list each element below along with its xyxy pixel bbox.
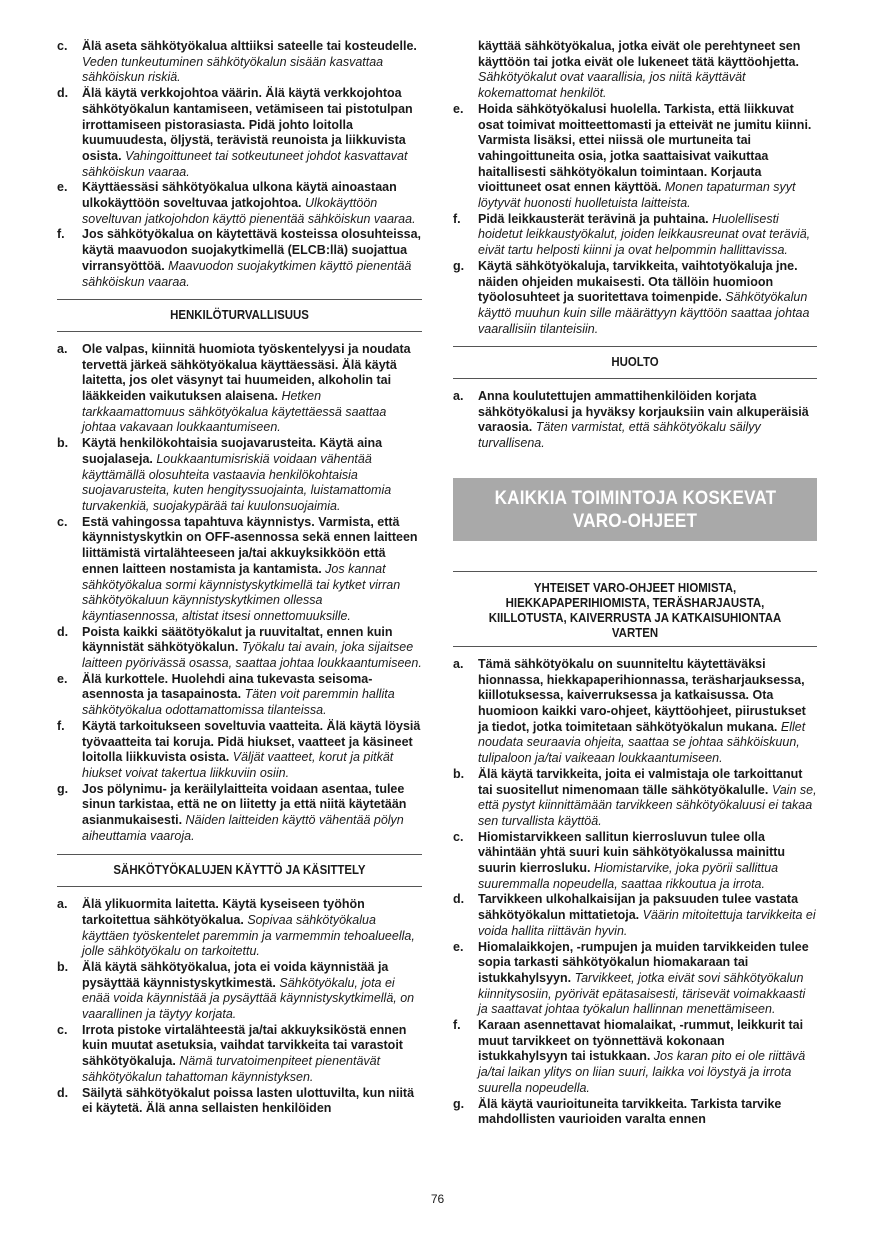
item-explanation: Ulkokäyttöön soveltuvan jatkojohdon käyttö pienentää sähköiskun vaaraa. [82,196,416,226]
section-list [57,897,422,1117]
list-item [57,39,422,86]
list-item [57,342,422,436]
item-instruction: Ole valpas, kiinnitä huomiota työskentelyysi ja noudata tervettä järkeä sähkötyökalua käyttäessäsi. Älä käytä laitetta, jos olet väsynyt tai huumeiden, alkoholin tai lääkkeiden vaikutuksen alaisena. [82,341,411,404]
section-heading: HENKILÖTURVALLISUUS [170,307,309,323]
item-label: d. [57,1085,69,1100]
item-instruction: Tarvikkeen ulkohalkaisijan ja paksuuden tulee vastata sähkötyökalun mittatietoja. [478,892,799,923]
item-label: b. [57,436,69,451]
item-text [82,782,422,845]
item-label: e. [453,939,464,954]
item-label: a. [453,656,464,671]
list-item [453,940,817,1019]
item-explanation: Sopivaa sähkötyökalua käyttäen työskentelet paremmin ja varmemmin tehoalueella, jolle sähkötyökalu on tarkoitettu. [82,912,415,959]
item-label: g. [57,781,69,796]
list-item [453,102,817,212]
item-instruction: Älä aseta sähkötyökalua alttiiksi sateelle tai kosteudelle. [82,39,417,53]
item-explanation: Työkalu tai avain, joka sijaitsee laitteen pyörivässä osassa, saattaa johtaa loukkaantumiseen. [82,640,422,671]
item-text [478,212,817,259]
item-text [478,767,817,830]
list-item [57,672,422,719]
item-label: g. [453,258,465,273]
section-yhteiset-varo-ohjeet [453,572,817,1128]
item-text [82,227,422,290]
section-henkiloturvallisuus [57,300,422,844]
item-instruction: Jos pölynimu- ja keräilylaitteita voidaan asentaa, tulee sinun tarkistaa, että ne on liitetty ja että niitä käytetään asianmukaisesti. [82,781,407,828]
item-text [478,1018,817,1097]
item-explanation: Tarvikkeet, jotka eivät sovi sähkötyökalun kiinnitysosiin, pyörivät epätasaisesti, tärisevät voimakkaasti ja saattavat johtaa työkalun hallinnan menettämiseen. [478,970,806,1017]
divider [453,378,817,379]
section-list [57,342,422,845]
list-item [57,1023,422,1086]
item-instruction: Älä kurkottele. Huolehdi aina tukevasta seisoma-asennosta ja tasapainosta. [82,671,373,702]
item-label: e. [57,180,68,195]
left-column [57,39,422,1117]
item-instruction: Hiomalaikkojen, -rumpujen ja muiden tarvikkeiden tulee sopia tarkasti sähkötyökalun hiomakaraan tai istukkahylsyyn. [478,939,809,985]
item-instruction: Älä ylikuormita laitetta. Käytä kyseiseen työhön tarkoitettua sähkötyökalua. [82,897,365,927]
item-label: g. [453,1096,465,1111]
item-explanation: Väärin mitoitettuja tarvikkeita ei voida hallita riittävän hyvin. [478,908,816,938]
list-item [453,1097,817,1128]
item-label: a. [453,389,464,404]
section-list [453,389,817,452]
item-explanation: Nämä turvatoimenpiteet pienentävät sähkötyökalun tahattoman käynnistyksen. [82,1054,381,1084]
item-explanation: Vain se, että pystyt kiinnittämään tarvikkeen sähkötyökaluusi ei takaa sen turvallista käyttöä. [478,782,817,828]
list-item [57,1086,422,1117]
item-label [453,39,478,102]
list-item [453,892,817,939]
section-heading: YHTEISET VARO-OHJEET HIOMISTA, HIEKKAPAPERIHIOMISTA, TERÄSHARJAUSTA, KIILLOTUSTA, KAIVERRUSTA JA KATKAISUHIONTAA VARTEN [488,579,782,640]
item-text [82,625,422,672]
list-item [57,180,422,227]
item-text [82,180,422,227]
page-number: 76 [430,1192,445,1206]
list-item [453,830,817,893]
item-instruction: käyttää sähkötyökalua, jotka eivät ole perehtyneet sen käyttöön tai jotka eivät ole lukeneet tätä käyttöohjetta. [478,39,801,69]
item-explanation: Vahingoittuneet tai sotkeutuneet johdot kasvattavat sähköiskun vaaraa. [82,148,408,179]
item-text [478,39,817,102]
list-item [57,625,422,672]
section-kaytto-ja-kasittely [57,855,422,1117]
list-item [453,259,817,338]
item-text [82,897,422,960]
item-explanation: Täten voit paremmin hallita sähkötyökalua odottamattomissa tilanteissa. [82,687,395,718]
item-instruction: Käytä tarkoitukseen soveltuvia vaatteita. Älä käytä löysiä työvaatteita tai koruja. Pidä hiukset, vaatteet ja käsineet loitolla liikkuvista osista. [82,718,421,765]
item-text [478,259,817,338]
item-instruction: Älä käytä verkkojohtoa väärin. Älä käytä verkkojohtoa sähkötyökalun kantamiseen, vetämiseen tai pistotulpan irrottamiseen pistorasiasta. Pidä johto loitolla kuumuudesta, öljystä, terävistä reunoista ja liikkuvista osista. [82,86,413,163]
item-text [478,892,817,939]
item-explanation: Sähkötyökalut ovat vaarallisia, jos niitä käyttävät kokemattomat henkilöt. [478,70,746,101]
banner-line-1: KAIKKIA TOIMINTOJA KOSKEVAT [494,487,776,509]
item-explanation: Jos karan pito ei ole riittävä ja/tai laikan ylitys on liian suuri, laikka voi löystyä ja irrota suurella nopeudella. [478,1049,806,1095]
item-instruction: Käytä sähkötyökaluja, tarvikkeita, vaihtotyökaluja jne. näiden ohjeiden mukaisesti. Ota tällöin huomioon työolosuhteet ja suoritettava toimenpide. [478,258,798,305]
list-item [57,897,422,960]
item-text [82,436,422,515]
item-instruction: Älä käytä tarvikkeita, joita ei valmistaja ole tarkoittanut tai suositellut nimenomaan tälle sähkötyökalulle. [478,766,803,797]
item-explanation: Maavuodon suojakytkimen käyttö pienentää sähköiskun vaaraa. [82,258,412,289]
list-item [453,657,817,767]
list-item [453,212,817,259]
item-text [82,672,422,719]
list-item [453,39,817,102]
divider [57,331,422,332]
right-column [453,39,817,1128]
list-item [453,1018,817,1097]
list-item [57,960,422,1023]
item-label: f. [453,211,461,226]
divider [453,646,817,647]
item-instruction: Poista kaikki säätötyökalut ja ruuvitaltat, ennen kuin käynnistät sähkötyökalun. [82,624,393,655]
item-explanation: Loukkaantumisriskiä voidaan vähentää käyttämällä olosuhteita vastaavia henkilökohtaisia suojavarusteita, kuten hengityssuojainta, luistamattomia turvakenkiä, suojakypärää tai kuulonsuojaimia. [82,451,392,513]
item-instruction: Anna koulutettujen ammattihenkilöiden korjata sähkötyökalusi ja hyväksy korjauksiin vain alkuperäisiä varaosia. [478,389,809,435]
item-label: d. [453,892,465,907]
item-instruction: Käytä henkilökohtaisia suojavarusteita. Käytä aina suojalaseja. [82,436,383,466]
item-explanation: Sähkötyökalun käyttö muuhun kuin sille määrättyyn käyttöön saattaa johtaa vaarallisiin tilanteisiin. [478,290,810,336]
item-text [82,342,422,436]
item-text [82,86,422,180]
item-label: f. [57,718,65,733]
item-text [82,1023,422,1086]
item-explanation: Monen tapaturman syyt löytyvät huonosti huolletuista laitteista. [478,180,796,211]
list-item [57,86,422,180]
item-instruction: Irrota pistoke virtalähteestä ja/tai akkuyksiköstä ennen kuin muutat asetuksia, vaihdat tarvikkeita tai varastoit sähkötyökaluja. [82,1022,407,1069]
item-explanation: Täten varmistat, että sähkötyökalu säilyy turvallisena. [478,420,761,451]
item-label: c. [57,1022,68,1037]
item-explanation: Jos kannat sähkötyökalua sormi käynnistyskytkimellä tai kytket virran sähkötyökaluun käynnistyskytkimen ollessa käyntiasennossa, altistat itsesi onnettomuuksille. [82,561,401,623]
item-instruction: Estä vahingossa tapahtuva käynnistys. Varmista, että käynnistyskytkin on OFF-asennossa sekä ennen laitteen liittämistä virtalähteeseen ja/tai akkuyksikköön että ennen laitteen nostamista ja kantamista. [82,514,418,576]
item-instruction: Jos sähkötyökalua on käytettävä kosteissa olosuhteissa, käytä maavuodon suojakytkimellä (ELCB:llä) suojattua virransyöttöä. [82,227,422,273]
list-item [453,389,817,452]
item-label: e. [453,101,464,116]
list-item [57,782,422,845]
list-item [453,767,817,830]
item-label: d. [57,624,69,639]
item-text [82,1086,422,1117]
list-item [57,227,422,290]
item-explanation: Väljät vaatteet, korut ja pitkät hiukset voivat takertua liikkuviin osiin. [82,750,394,780]
item-explanation: Ellet noudata seuraavia ohjeita, saattaa se johtaa sähköiskuun, tulipaloon ja/tai vaikeaan loukkaantumiseen. [478,719,806,766]
item-text [82,719,422,782]
left-top-list [57,39,422,290]
item-instruction: Tämä sähkötyökalu on suunniteltu käytettäväksi hionnassa, hiekkapaperihionnassa, teräsharjauksessa, kiillotuksessa, kaiverruksessa ja katkaisussa. Ota huomioon kaikki varo-ohjeet, käyttöohjeet, piirustukset ja tiedot, jotka toimitetaan sähkötyökalun mukana. [478,656,806,734]
section-heading: SÄHKÖTYÖKALUJEN KÄYTTÖ JA KÄSITTELY [113,862,366,878]
item-text [82,515,422,625]
item-text [478,830,817,893]
item-instruction: Hoida sähkötyökalusi huolella. Tarkista, että liikkuvat osat toimivat moitteettomasti ja etteivät ne jumitu kiinni. Varmista lisäksi, ettei niissä ole murtuneita tai vahingoittuneita osia, jotka saattaisivat vaikuttaa haitallisesti sähkötyökalun toimintaan. Korjauta vioittuneet osat ennen käyttöä. [478,101,812,195]
item-instruction: Hiomistarvikkeen sallitun kierrosluvun tulee olla vähintään yhtä suuri kuin sähkötyökalussa mainittu suurin kierrosluku. [478,829,786,876]
section-heading: HUOLTO [611,354,659,370]
warning-banner [453,478,817,541]
item-explanation: Hetken tarkkaamattomuus sähkötyökalua käytettäessä saattaa johtaa vakavaan loukkaantumiseen. [82,389,387,435]
item-text [478,940,817,1019]
item-label: b. [453,766,465,781]
item-label: f. [57,227,65,242]
item-text [82,960,422,1023]
list-item [57,515,422,625]
item-label: f. [453,1018,461,1033]
item-explanation: Veden tunkeutuminen sähkötyökalun sisään kasvattaa sähköiskun riskiä. [82,54,384,85]
item-label: d. [57,86,69,101]
item-label: c. [57,514,68,529]
item-text [478,389,817,452]
right-top-list [453,39,817,337]
item-label: c. [453,829,464,844]
item-explanation: Näiden laitteiden käyttö vähentää pölyn aiheuttamia vaaroja. [82,813,404,843]
item-text [82,39,422,86]
divider [57,886,422,887]
item-instruction: Pidä leikkausterät terävinä ja puhtaina. [478,211,709,226]
list-item [57,436,422,515]
item-label: b. [57,959,69,974]
item-instruction: Käyttäessäsi sähkötyökalua ulkona käytä ainoastaan ulkokäyttöön soveltuvaa jatkojohtoa. [82,180,397,211]
item-label: c. [57,39,68,53]
section-huolto [453,347,817,452]
item-explanation: Huolellisesti hoidetut leikkaustyökalut, joiden leikkausreunat ovat teräviä, eivät tartu helposti kiinni ja ovat helpommin hallittavissa. [478,211,811,258]
item-instruction: Karaan asennettavat hiomalaikat, -rummut, leikkurit tai muut tarvikkeet on työnnettävä kokonaan istukkahylsyyn tai istukkaan. [478,1018,804,1064]
item-instruction: Säilytä sähkötyökalut poissa lasten ulottuvilta, kun niitä ei käytetä. Älä anna sellaisten henkilöiden [82,1085,415,1116]
list-item [57,719,422,782]
item-instruction: Älä käytä sähkötyökalua, jota ei voida käynnistää ja pysäyttää käynnistyskytkimestä. [82,959,389,990]
item-label: a. [57,341,68,356]
item-text [478,102,817,212]
item-instruction: Älä käytä vaurioituneita tarvikkeita. Tarkista tarvike mahdollisten vaurioiden varalta ennen [478,1096,782,1127]
item-explanation: Sähkötyökalu, jota ei enää voida käynnistää ja pysäyttää käynnistyskytkimellä, on vaarallinen ja täytyy korjata. [82,975,415,1022]
item-label: a. [57,897,68,912]
item-text [478,657,817,767]
item-text [478,1097,817,1128]
item-explanation: Hiomistarvike, joka pyörii sallittua suuremmalla nopeudella, saattaa rikkoutua ja irrota. [478,861,779,891]
banner-line-2: VARO-OHJEET [572,510,698,532]
section-list [453,657,817,1128]
item-label: e. [57,671,68,686]
